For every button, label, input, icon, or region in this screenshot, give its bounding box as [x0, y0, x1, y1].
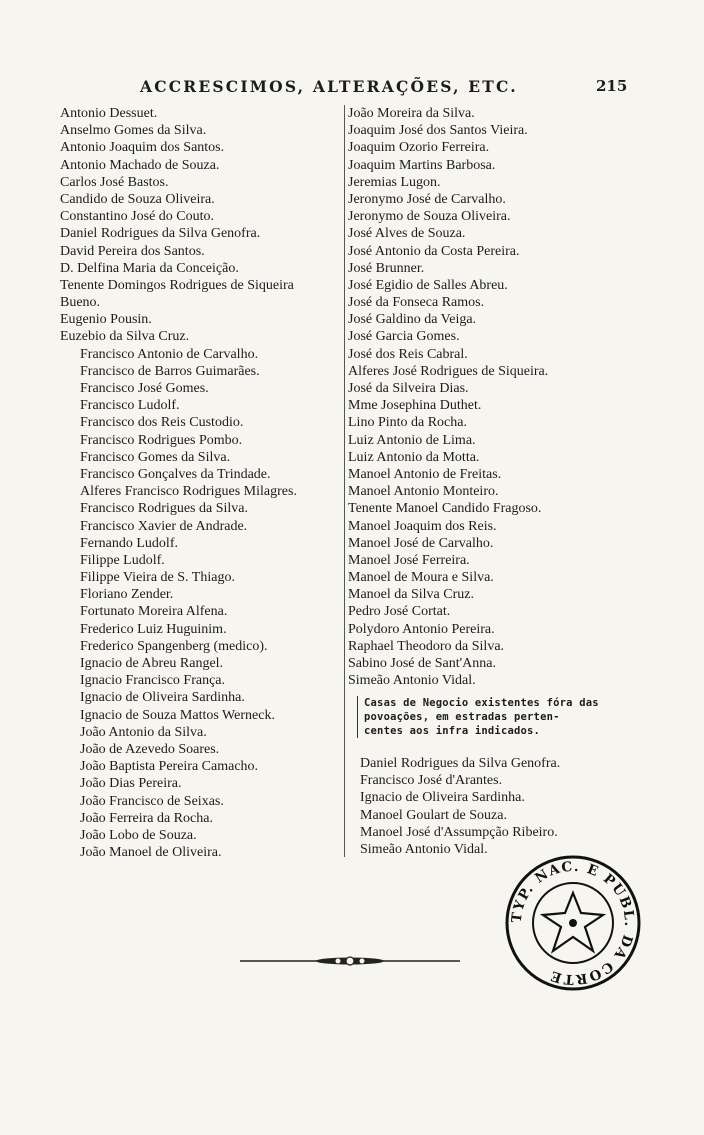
list-item: Francisco Antonio de Carvalho.: [80, 346, 259, 362]
list-item: João Lobo de Souza.: [80, 827, 197, 843]
section-heading-line: Casas de Negocio existentes fóra das: [364, 697, 599, 709]
list-item: José Garcia Gomes.: [348, 329, 460, 345]
list-item: Jeronymo José de Carvalho.: [348, 191, 506, 207]
list-item: Manoel Antonio de Freitas.: [348, 466, 502, 482]
list-item: Daniel Rodrigues da Silva Genofra.: [360, 756, 561, 771]
page-title: ACCRESCIMOS, ALTERAÇÕES, ETC.: [140, 77, 518, 96]
list-item: João Baptista Pereira Camacho.: [80, 759, 259, 775]
list-item: Polydoro Antonio Pereira.: [348, 621, 495, 637]
page-number: 215: [596, 77, 628, 95]
right-column: [348, 105, 608, 689]
list-item: Luiz Antonio da Motta.: [348, 449, 480, 465]
list-item: Luiz Antonio de Lima.: [348, 432, 476, 448]
section-entries: [360, 755, 620, 858]
list-item: Candido de Souza Oliveira.: [60, 191, 215, 207]
list-item: João Manoel de Oliveira.: [80, 845, 222, 861]
list-item: Frederico Luiz Huguinim.: [80, 621, 227, 637]
list-item: Manoel Goulart de Souza.: [360, 807, 507, 823]
list-item: José Alves de Souza.: [348, 226, 466, 242]
list-item: Raphael Theodoro da Silva.: [348, 638, 505, 654]
list-item: Francisco Ludolf.: [80, 398, 180, 414]
list-item: Ignacio de Souza Mattos Werneck.: [80, 707, 275, 723]
list-item: Joaquim Martins Barbosa.: [348, 157, 496, 173]
list-item: Francisco Gonçalves da Trindade.: [80, 466, 271, 482]
list-item: Jeronymo de Souza Oliveira.: [348, 209, 511, 225]
list-item: João Antonio da Silva.: [80, 724, 207, 740]
list-item: Manoel de Moura e Silva.: [348, 570, 494, 586]
list-item: Jeremias Lugon.: [348, 174, 441, 190]
list-item: Antonio Dessuet.: [60, 106, 158, 121]
list-item: Bueno.: [60, 295, 101, 311]
list-item: Mme Josephina Duthet.: [348, 398, 482, 414]
section-heading-box: [357, 696, 624, 738]
list-item: João Ferreira da Rocha.: [80, 810, 213, 826]
list-item: Tenente Domingos Rodrigues de Siqueira: [60, 277, 294, 293]
section-heading-line: centes aos infra indicados.: [364, 725, 541, 737]
list-item: Alferes José Rodrigues de Siqueira.: [348, 363, 549, 379]
list-item: Antonio Joaquim dos Santos.: [60, 140, 225, 156]
list-item: David Pereira dos Santos.: [60, 243, 205, 259]
list-item: Carlos José Bastos.: [60, 174, 169, 190]
list-item: D. Delfina Maria da Conceição.: [60, 260, 239, 276]
list-item: Francisco Rodrigues da Silva.: [80, 501, 248, 517]
library-stamp: [503, 853, 643, 993]
list-item: Filippe Vieira de S. Thiago.: [80, 570, 235, 586]
list-item: Francisco Rodrigues Pombo.: [80, 432, 243, 448]
list-item: Manoel José Ferreira.: [348, 552, 470, 568]
list-item: Filippe Ludolf.: [80, 552, 165, 568]
list-item: Constantino José do Couto.: [60, 209, 215, 225]
list-item: Francisco José d'Arantes.: [360, 773, 503, 789]
list-item: Frederico Spangenberg (medico).: [80, 638, 268, 654]
list-item: Joaquim Ozorio Ferreira.: [348, 140, 490, 156]
list-item: Joaquim José dos Santos Vieira.: [348, 123, 528, 139]
list-item: Antonio Machado de Souza.: [60, 157, 220, 173]
list-item: José Galdino da Veiga.: [348, 312, 477, 328]
list-item: Manoel José de Carvalho.: [348, 535, 494, 551]
list-item: Anselmo Gomes da Silva.: [60, 123, 207, 139]
list-item: Lino Pinto da Rocha.: [348, 415, 467, 431]
list-item: João de Azevedo Soares.: [80, 741, 220, 757]
list-item: José Brunner.: [348, 260, 425, 276]
list-item: Manoel Joaquim dos Reis.: [348, 518, 497, 534]
left-column: [60, 105, 345, 861]
list-item: Francisco dos Reis Custodio.: [80, 415, 244, 431]
list-item: Manoel da Silva Cruz.: [348, 587, 474, 603]
list-item: Alferes Francisco Rodrigues Milagres.: [80, 484, 297, 500]
list-item: Fortunato Moreira Alfena.: [80, 604, 228, 620]
list-item: José Egidio de Salles Abreu.: [348, 277, 508, 293]
list-item: Simeão Antonio Vidal.: [360, 841, 488, 857]
list-item: Pedro José Cortat.: [348, 604, 451, 620]
list-item: Francisco Xavier de Andrade.: [80, 518, 248, 534]
list-item: Fernando Ludolf.: [80, 535, 178, 551]
list-item: Daniel Rodrigues da Silva Genofra.: [60, 226, 261, 242]
list-item: Ignacio Francisco França.: [80, 673, 225, 689]
list-item: Francisco José Gomes.: [80, 381, 209, 396]
list-item: Ignacio de Oliveira Sardinha.: [360, 790, 525, 806]
stamp-text: TYP. NAC. E PUBL. DA CORTE: [508, 858, 638, 988]
section-heading-line: povoações, em estradas perten-: [364, 711, 560, 723]
list-item: José da Silveira Dias.: [348, 381, 469, 396]
list-item: Francisco de Barros Guimarães.: [80, 363, 260, 379]
column-divider: [344, 105, 345, 857]
list-item: Ignacio de Abreu Rangel.: [80, 656, 224, 671]
ornament-rule-icon: [240, 954, 460, 968]
list-item: Ignacio de Oliveira Sardinha.: [80, 690, 245, 706]
list-item: João Moreira da Silva.: [348, 106, 475, 121]
list-item: Euzebio da Silva Cruz.: [60, 329, 190, 345]
list-item: Francisco Gomes da Silva.: [80, 449, 231, 465]
list-item: Simeão Antonio Vidal.: [348, 673, 476, 689]
list-item: Manoel José d'Assumpção Ribeiro.: [360, 824, 558, 840]
list-item: Tenente Manoel Candido Fragoso.: [348, 501, 542, 517]
list-item: João Francisco de Seixas.: [80, 793, 224, 809]
list-item: José da Fonseca Ramos.: [348, 295, 485, 311]
list-item: José Antonio da Costa Pereira.: [348, 243, 520, 259]
list-item: Eugenio Pousin.: [60, 312, 152, 328]
list-item: Manoel Antonio Monteiro.: [348, 484, 499, 500]
list-item: Floriano Zender.: [80, 587, 174, 603]
list-item: José dos Reis Cabral.: [348, 346, 468, 362]
list-item: João Dias Pereira.: [80, 776, 182, 792]
list-item: Sabino José de Sant'Anna.: [348, 656, 496, 671]
